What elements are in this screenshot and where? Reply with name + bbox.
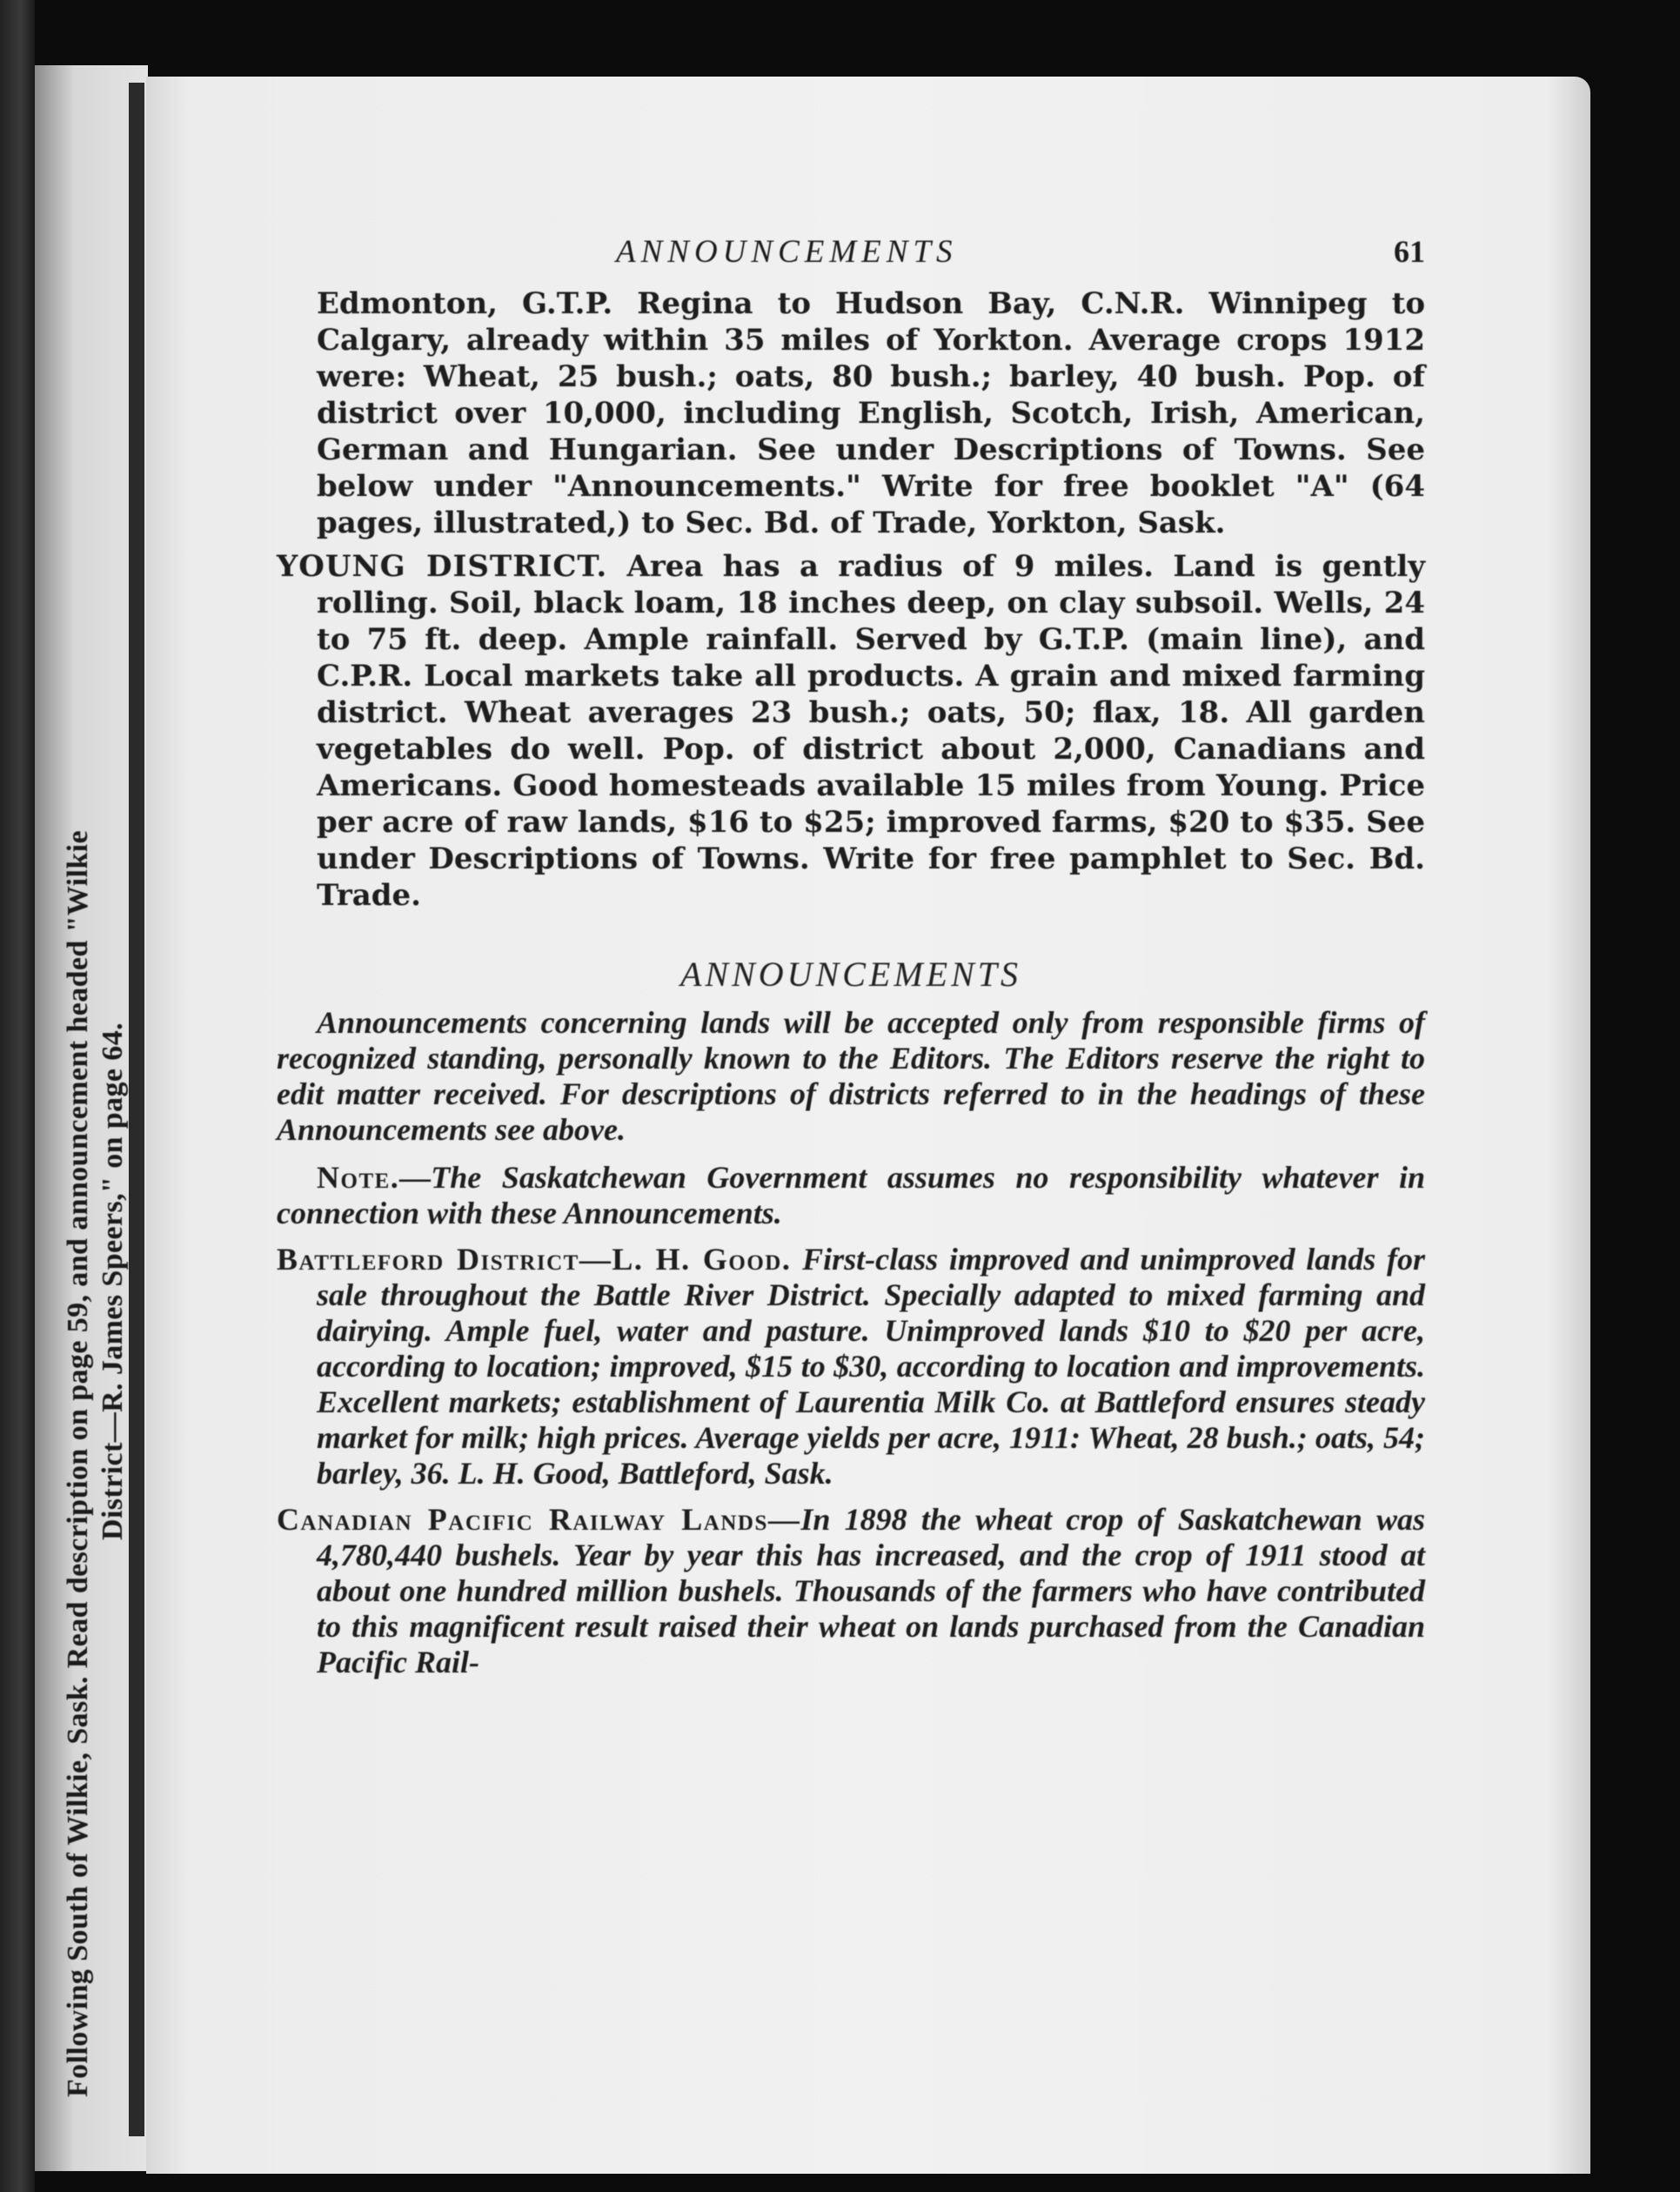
cpr-text: In 1898 the wheat crop of Saskatchewan was 4,780,440 bushels. Year by year this has increased, and the crop of 1911 stood at about one hundred million bushels. Thousands of the farmers who have contributed to this magnificent result raised their wheat on lands purchased from the Canadian Pacific Rail- [317,1502,1425,1679]
yorkton-continued-paragraph: Edmonton, G.T.P. Regina to Hudson Bay, C.N.R. Winnipeg to Calgary, already within 35 miles of Yorkton. Average crops 1912 were: Wheat, 25 bush.; oats, 80 bush.; barley, 40 bush. Pop. of district over 10,000, including English, Scotch, Irish, American, German and Hungarian. See under Descriptions of Towns. See below under "Announcements." Write for free booklet "A" (64 pages, illustrated,) to Sec. Bd. of Trade, Yorkton, Sask. [317,286,1425,540]
margin-note-line-1: Following South of Wilkie, Sask. Read description on page 59, and announcement headed "Wilkie [62,829,94,2097]
book-page [146,77,1590,2174]
young-district-heading: YOUNG DISTRICT. [277,549,608,584]
announcements-intro: Announcements concerning lands will be accepted only from responsible firms of recognized standing, personally known to the Editors. The Editors reserve the right to edit matter received. For descriptions of districts referred to in the headings of these Announcements see above. [277,1005,1425,1147]
note-label: Note. [317,1160,400,1195]
young-district-entry [277,548,1425,914]
battleford-lead: Battleford District—L. H. Good. [277,1242,792,1277]
margin-note-line-2: District—R. James Speers," on page 64. [97,1022,129,1540]
cpr-lead: Canadian Pacific Railway Lands— [277,1502,801,1537]
book-spine [0,0,35,2192]
margin-note [61,357,131,2097]
page-content [277,233,1425,1680]
running-head [277,233,1425,285]
announcements-heading: ANNOUNCEMENTS [679,955,1022,994]
book-gutter [129,83,144,2136]
note-text: —The Saskatchewan Government assumes no responsibility whatever in connection with these Announcements. [277,1160,1425,1230]
running-head-title: ANNOUNCEMENTS [616,234,958,270]
note-paragraph [277,1160,1425,1231]
cpr-entry [277,1502,1425,1680]
battleford-entry [277,1242,1425,1491]
page-number: 61 [1394,234,1425,269]
young-district-text: Area has a radius of 9 miles. Land is gently rolling. Soil, black loam, 18 inches deep, on clay subsoil. Wells, 24 to 75 ft. deep. Ample rainfall. Served by G.T.P. (main line), and C.P.R. Local markets take all products. A grain and mixed farming district. Wheat averages 23 bush.; oats, 50; flax, 18. All garden vegetables do well. Pop. of district about 2,000, Canadians and Americans. Good homesteads available 15 miles from Young. Price per acre of raw lands, $16 to $25; improved farms, $20 to $35. See under Descriptions of Towns. Write for free pamphlet to Sec. Bd. Trade. [317,549,1425,913]
battleford-text: First-class improved and unimproved lands for sale throughout the Battle River District. Specially adapted to mixed farming and dairying. Ample fuel, water and pasture. Unimproved lands $10 to $20 per acre, according to location; improved, $15 to $30, according to location and improvements. Excellent markets; establishment of Laurentia Milk Co. at Battleford ensures steady market for milk; high prices. Average yields per acre, 1911: Wheat, 28 bush.; oats, 54; barley, 36. L. H. Good, Battleford, Sask. [317,1242,1426,1491]
